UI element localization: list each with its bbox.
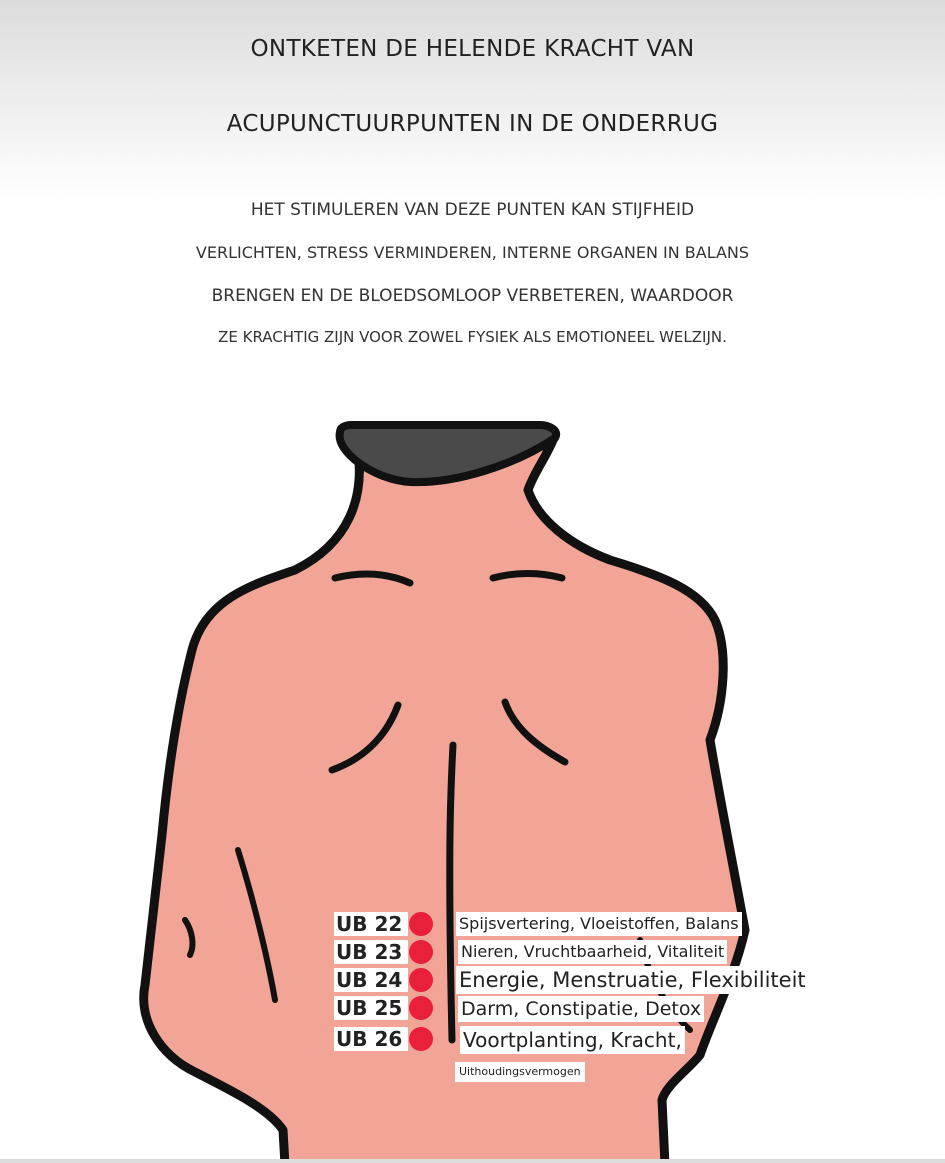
point-label-ub23: Nieren, Vruchtbaarheid, Vitaliteit	[458, 940, 727, 964]
point-label-ub24: Energie, Menstruatie, Flexibiliteit	[456, 966, 809, 994]
point-code-ub26: UB 26	[334, 1027, 408, 1051]
intro-line-3: BRENGEN EN DE BLOEDSOMLOOP VERBETEREN, WAARDOOR	[211, 286, 734, 306]
point-label-ub26: Voortplanting, Kracht,	[460, 1026, 685, 1054]
title-line-2: ACUPUNCTUURPUNTEN IN DE ONDERRUG	[226, 111, 719, 137]
title-line-1: ONTKETEN DE HELENDE KRACHT VAN	[250, 36, 695, 62]
intro-line-2: VERLICHTEN, STRESS VERMINDEREN, INTERNE ORGANEN IN BALANS	[195, 243, 750, 262]
point-marker-ub23	[409, 940, 433, 964]
point-marker-ub24	[409, 968, 433, 992]
point-code-ub24: UB 24	[334, 968, 408, 992]
intro-line-4: ZE KRACHTIG ZIJN VOOR ZOWEL FYSIEK ALS EMOTIONEEL WELZIJN.	[218, 328, 727, 346]
point-marker-ub22	[409, 912, 433, 936]
point-label-ub22: Spijsvertering, Vloeistoffen, Balans	[456, 912, 742, 936]
point-marker-ub25	[409, 996, 433, 1020]
spine-line	[450, 745, 453, 1040]
point-marker-ub26	[409, 1027, 433, 1051]
point-code-ub22: UB 22	[334, 912, 408, 936]
point-label-ub26-extra: Uithoudingsvermogen	[455, 1062, 585, 1082]
point-label-ub25: Darm, Constipatie, Detox	[458, 996, 704, 1022]
point-code-ub25: UB 25	[334, 996, 408, 1020]
intro-line-1: HET STIMULEREN VAN DEZE PUNTEN KAN STIJFHEID	[250, 200, 695, 220]
point-code-ub23: UB 23	[334, 940, 408, 964]
